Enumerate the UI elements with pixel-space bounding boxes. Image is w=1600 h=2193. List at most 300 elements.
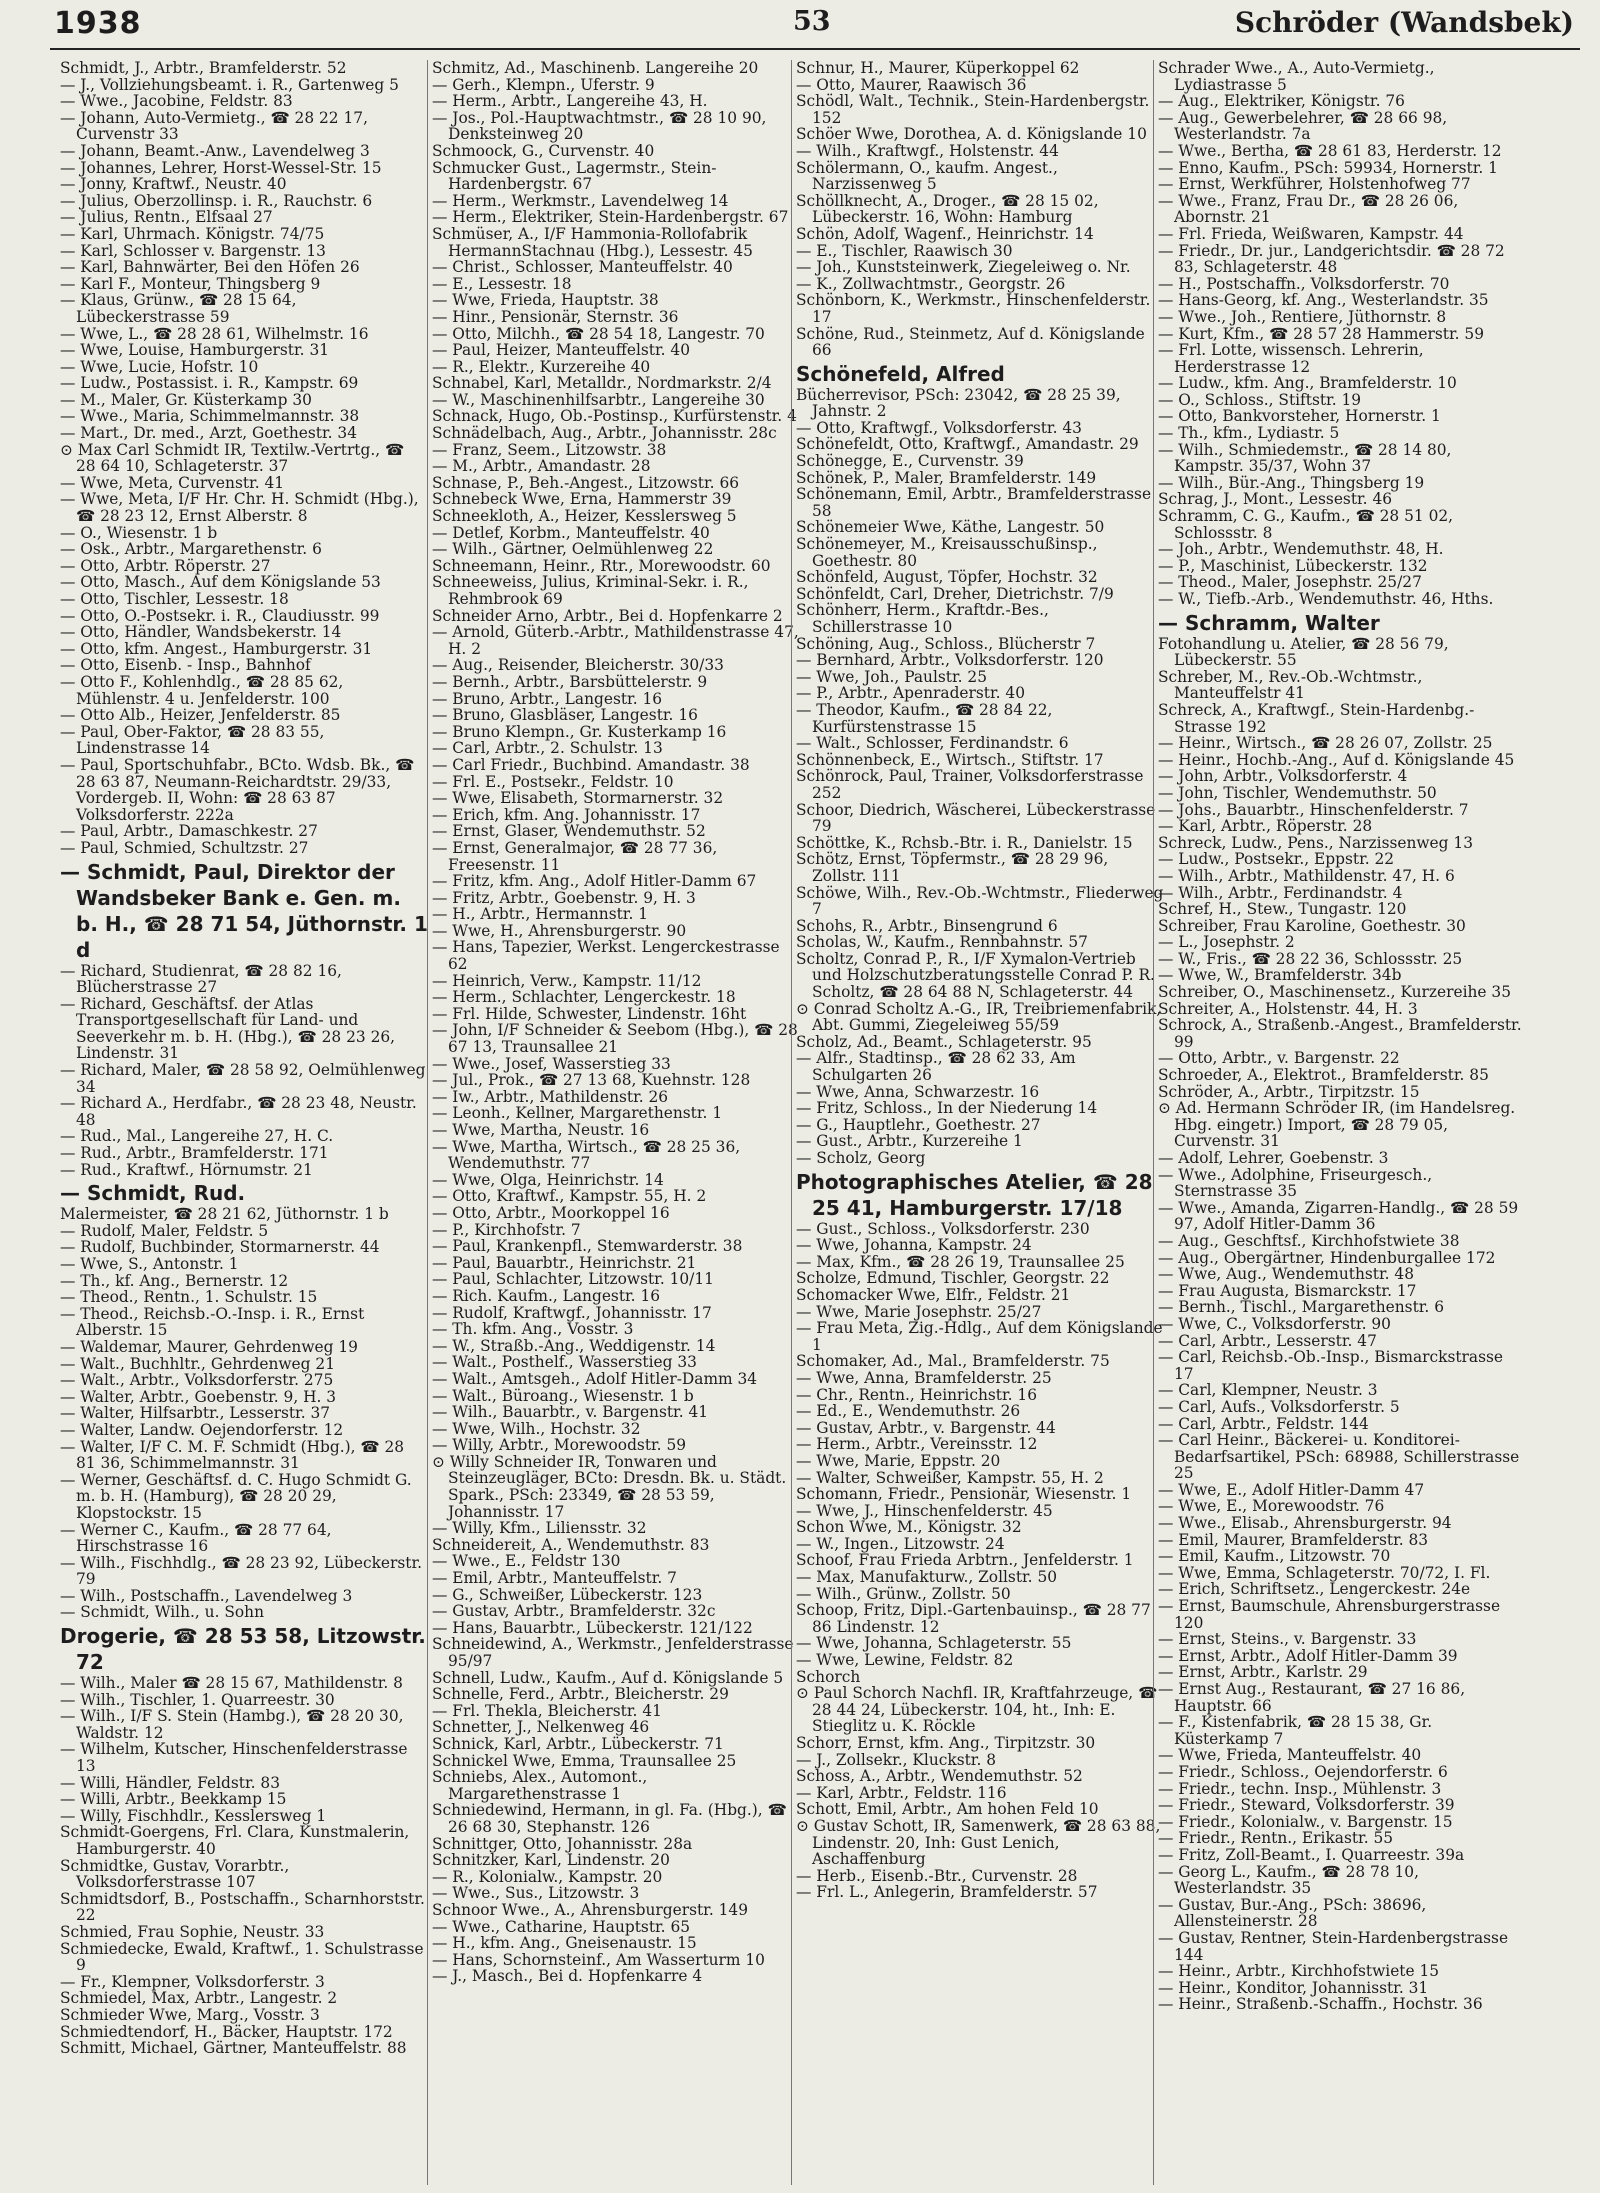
directory-entry: — Walt., Posthelf., Wasserstieg 33 [432, 1353, 697, 1372]
directory-entry: — Frl. Lotte, wissensch. Lehrerin, Herderstrasse 12 [1158, 341, 1424, 376]
directory-entry: — Carl, Aufs., Volksdorferstr. 5 [1158, 1397, 1400, 1416]
directory-entry: — Aug., Geschftsf., Kirchhofstwiete 38 [1158, 1231, 1460, 1250]
directory-entry: Fotohandlung u. Atelier, ☎ 28 56 79, Lübeckerstr. 55 [1158, 634, 1449, 670]
directory-entry: — Julius, Oberzollinsp. i. R., Rauchstr. 6 [60, 191, 373, 210]
header-section: Schröder (Wandsbek) [1234, 6, 1574, 39]
directory-entry: — Richard, Maler, ☎ 28 58 92, Oelmühlenweg 34 [60, 1061, 426, 1096]
directory-entry: — Paul, Schlachter, Litzowstr. 10/11 [432, 1270, 714, 1289]
directory-entry: — Ed., E., Wendemuthstr. 26 [796, 1402, 1021, 1421]
directory-entry: — Christ., Schlosser, Manteuffelstr. 40 [432, 258, 733, 277]
directory-entry: — Jos., Pol.-Hauptwachtmstr., ☎ 28 10 90, Denksteinweg 20 [432, 108, 767, 144]
directory-entry: Schönfeldt, Carl, Dreher, Dietrichstr. 7/9 [796, 584, 1114, 603]
directory-entry: — Johann, Beamt.-Anw., Lavendelweg 3 [60, 141, 370, 160]
directory-entry: — Frl. Hilde, Schwester, Lindenstr. 16ht [432, 1004, 747, 1023]
directory-entry: — Schramm, Walter [1158, 610, 1380, 635]
directory-entry: Schref, H., Stew., Tungastr. 120 [1158, 900, 1407, 919]
directory-entry: Schneider Arno, Arbtr., Bei d. Hopfenkarre 2 [432, 606, 783, 625]
directory-entry: — Otto, Kraftwf., Kampstr. 55, H. 2 [432, 1187, 707, 1206]
directory-entry: — Otto F., Kohlenhdlg., ☎ 28 85 62, Mühlenstr. 4 u. Jenfelderstr. 100 [60, 672, 344, 708]
directory-entry: Schnase, P., Beh.-Angest., Litzowstr. 66 [432, 473, 740, 492]
directory-entry: Schneidewind, A., Werkmstr., Jenfelderstrasse 95/97 [432, 1635, 794, 1670]
directory-entry: Schneemann, Heinr., Rtr., Morewoodstr. 60 [432, 556, 771, 575]
directory-entry: — M., Arbtr., Amandastr. 28 [432, 457, 651, 476]
directory-entry: — Leonh., Kellner, Margarethenstr. 1 [432, 1104, 723, 1123]
directory-entry: — Carl Heinr., Bäckerei- u. Konditorei-Bedarfsartikel, PSch: 68988, Schillerstrasse 25 [1158, 1431, 1520, 1483]
column-2 [432, 60, 802, 2185]
directory-entry: — Heinr., Straßenb.-Schaffn., Hochstr. 36 [1158, 1995, 1483, 2014]
directory-entry: — John, I/F Schneider & Seebom (Hbg.), ☎ 28 67 13, Traunsallee 21 [432, 1021, 798, 1057]
directory-entry: — Rich. Kaufm., Langestr. 16 [432, 1286, 661, 1305]
directory-entry: — Walter, Arbtr., Goebenstr. 9, H. 3 [60, 1387, 337, 1406]
directory-entry: — Gustav, Arbtr., v. Bargenstr. 44 [796, 1418, 1056, 1437]
directory-entry: — Wwe., Joh., Rentiere, Jüthornstr. 8 [1158, 307, 1447, 326]
directory-entry: — Rudolf, Buchbinder, Stormarnerstr. 44 [60, 1238, 380, 1257]
directory-entry: — Mart., Dr. med., Arzt, Goethestr. 34 [60, 424, 357, 443]
directory-entry: — Wwe, Frieda, Manteuffelstr. 40 [1158, 1746, 1422, 1765]
directory-entry: Schnoor Wwe., A., Ahrensburgerstr. 149 [432, 1900, 748, 1919]
directory-entry: — Erich, Schriftsetz., Lengerckestr. 24e [1158, 1580, 1471, 1599]
directory-entry: — Hans, Tapezier, Werkst. Lengerckestrasse 62 [432, 938, 780, 974]
directory-entry: Schnelle, Ferd., Arbtr., Bleicherstr. 29 [432, 1685, 729, 1704]
directory-entry: — H., Arbtr., Hermannstr. 1 [432, 905, 649, 924]
directory-entry: — Ernst, Werkführer, Holstenhofweg 77 [1158, 175, 1471, 194]
directory-entry: ⊙ Paul Schorch Nachfl. IR, Kraftfahrzeuge, ☎ 28 44 24, Lübeckerstr. 104, ht., Inh: E. Stieglitz u. K. Röckle [796, 1684, 1158, 1736]
directory-entry: — Friedr., Schloss., Oejendorferstr. 6 [1158, 1762, 1448, 1781]
directory-entry: — J., Masch., Bei d. Hopfenkarre 4 [432, 1967, 703, 1986]
directory-entry: Schönefeldt, Otto, Kraftwgf., Amandastr. 29 [796, 435, 1139, 454]
directory-entry: Scholtz, Conrad P., R., I/F Xymalon-Vertrieb und Holzschutzberatungsstelle Conrad P. R. Scholtz, ☎ 28 64 88 N, Schlageterstr. 44 [796, 949, 1155, 1002]
directory-entry: — Wwe., Franz, Frau Dr., ☎ 28 26 06, Abornstr. 21 [1158, 191, 1459, 227]
directory-entry: — Wwe, Lewine, Feldstr. 82 [796, 1651, 1014, 1670]
directory-entry: — Paul, Krankenpfl., Stemwarderstr. 38 [432, 1237, 743, 1256]
directory-entry: — Friedr., Dr. jur., Landgerichtsdir. ☎ 28 72 83, Schlageterstr. 48 [1158, 241, 1505, 277]
directory-entry: Schölermann, O., kaufm. Angest., Narzissenweg 5 [796, 158, 1058, 194]
directory-entry: — Bruno, Arbtr., Langestr. 16 [432, 689, 663, 708]
directory-entry: — Hans, Bauarbtr., Lübeckerstr. 121/122 [432, 1618, 753, 1637]
directory-entry: — Walt., Arbtr., Volksdorferstr. 275 [60, 1371, 334, 1390]
directory-entry: Schönegge, E., Curvenstr. 39 [796, 452, 1024, 471]
directory-entry: — John, Arbtr., Volksdorferstr. 4 [1158, 767, 1408, 786]
directory-entry: Schnell, Ludw., Kaufm., Auf d. Königslande 5 [432, 1668, 784, 1687]
directory-entry: Schöer Wwe, Dorothea, A. d. Königslande 10 [796, 125, 1147, 144]
directory-entry: — Max, Manufakturw., Zollstr. 50 [796, 1568, 1058, 1587]
directory-entry: — Heinr., Hochb.-Ang., Auf d. Königslande 45 [1158, 750, 1515, 769]
directory-entry: — Alfr., Stadtinsp., ☎ 28 62 33, Am Schulgarten 26 [796, 1049, 1076, 1085]
directory-entry: — Ernst, Arbtr., Adolf Hitler-Damm 39 [1158, 1646, 1458, 1665]
directory-entry: Schöne, Rud., Steinmetz, Auf d. Königslande 66 [796, 324, 1145, 360]
directory-entry: — Wwe., Bertha, ☎ 28 61 83, Herderstr. 12 [1158, 141, 1502, 160]
directory-entry: — L., Josephstr. 2 [1158, 933, 1295, 952]
directory-entry: — Willy, Kfm., Liliensstr. 32 [432, 1519, 647, 1538]
directory-entry: Schoss, A., Arbtr., Wendemuthstr. 52 [796, 1767, 1083, 1786]
directory-entry: — Karl, Arbtr., Feldstr. 116 [796, 1783, 1007, 1802]
directory-entry: — Wwe, Emma, Schlageterstr. 70/72, I. Fl. [1158, 1563, 1491, 1582]
directory-entry: — Adolf, Lehrer, Goebenstr. 3 [1158, 1149, 1389, 1167]
directory-entry: — Wwe., Elisab., Ahrensburgerstr. 94 [1158, 1514, 1452, 1533]
directory-entry: — Heinr., Arbtr., Kirchhofstwiete 15 [1158, 1962, 1440, 1981]
directory-entry: — Wilh., Fischhdlg., ☎ 28 23 92, Lübeckerstr. 79 [60, 1553, 423, 1589]
directory-entry: Schön, Adolf, Wagenf., Heinrichstr. 14 [796, 224, 1094, 243]
directory-entry: — Gustav, Bur.-Ang., PSch: 38696, Allensteinerstr. 28 [1158, 1895, 1427, 1931]
directory-entry: ⊙ Willy Schneider IR, Tonwaren und Steinzeugläger, BCto: Dresdn. Bk. u. Städt. Spark., PSch: 23349, ☎ 28 53 59, Johannisstr. 17 [432, 1452, 787, 1521]
directory-entry: — Jul., Prok., ☎ 27 13 68, Kuehnstr. 128 [432, 1071, 751, 1090]
directory-entry: Schreiber, Frau Karoline, Goethestr. 30 [1158, 916, 1466, 935]
directory-entry: Schmiedel, Max, Arbtr., Langestr. 2 [60, 1989, 338, 2008]
directory-entry: — Wwe, L., ☎ 28 28 61, Wilhelmstr. 16 [60, 324, 369, 343]
directory-entry: — Ludw., Postsekr., Eppstr. 22 [1158, 850, 1395, 869]
directory-entry: — Friedr., Steward, Volksdorferstr. 39 [1158, 1796, 1455, 1815]
directory-entry: — Wwe., E., Feldstr 130 [432, 1552, 621, 1571]
directory-entry: — Erich, kfm. Ang. Johannisstr. 17 [432, 805, 701, 824]
directory-entry: — Wilh., Arbtr., Ferdinandstr. 4 [1158, 883, 1403, 902]
directory-entry: — Otto, Arbtr., v. Bargenstr. 22 [1158, 1049, 1400, 1068]
directory-entry: — Carl, Klempner, Neustr. 3 [1158, 1381, 1378, 1400]
directory-entry: — Friedr., techn. Insp., Mühlenstr. 3 [1158, 1779, 1442, 1798]
directory-entry: — Wwe, H., Ahrensburgerstr. 90 [432, 921, 687, 940]
directory-entry: Schönemann, Emil, Arbtr., Bramfelderstrasse 58 [796, 485, 1152, 520]
directory-entry: — Werner, Geschäftsf. d. C. Hugo Schmidt G. m. b. H. (Hamburg), ☎ 28 20 29, Klopstockstr. 15 [60, 1470, 412, 1522]
directory-entry: Schöllknecht, A., Droger., ☎ 28 15 02, Lübeckerstr. 16, Wohn: Hamburg [796, 191, 1099, 227]
directory-entry: Schönherr, Herm., Kraftdr.-Bes., Schillerstrasse 10 [796, 601, 1049, 636]
directory-entry: — Werner C., Kaufm., ☎ 28 77 64, Hirschstrasse 16 [60, 1520, 332, 1556]
directory-entry: Schmitt, Michael, Gärtner, Manteuffelstr. 88 [60, 2039, 407, 2058]
directory-entry: — Johann, Auto-Vermietg., ☎ 28 22 17, Curvenstr 33 [60, 108, 368, 144]
directory-entry: — Osk., Arbtr., Margarethenstr. 6 [60, 540, 322, 559]
directory-entry: Schnick, Karl, Arbtr., Lübeckerstr. 71 [432, 1734, 724, 1753]
directory-entry: — Wwe, E., Morewoodstr. 76 [1158, 1497, 1385, 1516]
directory-entry: — Gust., Arbtr., Kurzereihe 1 [796, 1132, 1023, 1151]
directory-entry: Schmiedtendorf, H., Bäcker, Hauptstr. 172 [60, 2022, 393, 2041]
directory-entry: — Richard A., Herdfabr., ☎ 28 23 48, Neustr. 48 [60, 1094, 417, 1129]
directory-entry: — Wwe., Sus., Litzowstr. 3 [432, 1884, 640, 1903]
directory-entry: — Frau Meta, Zig.-Hdlg., Auf dem Königslande 1 [796, 1319, 1163, 1354]
directory-entry: Schomacker Wwe, Elfr., Feldstr. 21 [796, 1285, 1071, 1304]
directory-entry: — Paul, Schmied, Schultzstr. 27 [60, 838, 309, 857]
directory-entry: Schmieder Wwe, Marg., Vosstr. 3 [60, 2005, 320, 2024]
directory-entry: — Wilh., Kraftwgf., Holstenstr. 44 [796, 141, 1059, 160]
directory-entry: — Wilh., I/F S. Stein (Hambg.), ☎ 28 20 30, Waldstr. 12 [60, 1707, 404, 1742]
directory-entry: Schreck, Ludw., Pens., Narzissenweg 13 [1158, 833, 1473, 852]
directory-entry: — Joh., Kunststeinwerk, Ziegeleiweg o. Nr. [796, 258, 1131, 277]
directory-entry: Schniebs, Alex., Automont., Margarethenstrasse 1 [432, 1768, 648, 1803]
directory-entry: Schönfeld, August, Töpfer, Hochstr. 32 [796, 568, 1098, 587]
directory-entry: Schmidt, J., Arbtr., Bramfelderstr. 52 [60, 60, 347, 77]
directory-entry: — Ernst, Baumschule, Ahrensburgerstrasse 120 [1158, 1597, 1501, 1632]
directory-entry: — Wilh., Gärtner, Oelmühlenweg 22 [432, 540, 714, 559]
directory-entry: — Kurt, Kfm., ☎ 28 57 28 Hammerstr. 59 [1158, 324, 1485, 343]
directory-entry: — Wilh., Postschaffn., Lavendelweg 3 [60, 1586, 353, 1605]
directory-entry: Schmoock, G., Curvenstr. 40 [432, 141, 655, 160]
directory-entry: — Theod., Rentn., 1. Schulstr. 15 [60, 1288, 318, 1307]
directory-entry: — Herm., Werkmstr., Lavendelweg 14 [432, 191, 729, 210]
directory-entry: — Richard, Geschäftsf. der Atlas Transportgesellschaft für Land- und Seeverkehr m. b. H. (Hbg.), ☎ 28 23 26, Lindenstr. 31 [60, 994, 396, 1063]
directory-entry: — Aug., Obergärtner, Hindenburgallee 172 [1158, 1248, 1496, 1267]
directory-entry: — Wilh., Maler ☎ 28 15 67, Mathildenstr. 8 [60, 1674, 403, 1693]
directory-entry: — W., Fris., ☎ 28 22 36, Schlossstr. 25 [1158, 949, 1463, 968]
directory-entry: — Carl, Arbtr., 2. Schulstr. 13 [432, 739, 663, 758]
directory-entry: — P., Arbtr., Apenraderstr. 40 [796, 684, 1025, 703]
directory-entry: — O., Wiesenstr. 1 b [60, 523, 218, 542]
directory-entry: — Theod., Maler, Josephstr. 25/27 [1158, 573, 1422, 592]
directory-entry: — Wilh., Bür.-Ang., Thingsberg 19 [1158, 473, 1425, 492]
directory-entry: — Gustav, Rentner, Stein-Hardenbergstrasse 144 [1158, 1928, 1509, 1964]
directory-entry: — O., Schloss., Stiftstr. 19 [1158, 390, 1362, 409]
directory-entry: — Emil, Maurer, Bramfelderstr. 83 [1158, 1530, 1429, 1549]
directory-entry: Bücherrevisor, PSch: 23042, ☎ 28 25 39, Jahnstr. 2 [796, 385, 1121, 421]
directory-entry: — Wwe, C., Volksdorferstr. 90 [1158, 1314, 1391, 1333]
directory-entry: — Chr., Rentn., Heinrichstr. 16 [796, 1385, 1037, 1404]
directory-entry: ⊙ Ad. Hermann Schröder IR, (im Handelsreg. Hbg. eingetr.) Import, ☎ 28 79 05, Curvenstr. 31 [1158, 1099, 1516, 1151]
directory-entry: — Ludw., Postassist. i. R., Kampstr. 69 [60, 374, 359, 393]
directory-entry: — Wwe, Meta, Curvenstr. 41 [60, 473, 285, 492]
directory-entry: Schnickel Wwe, Emma, Traunsallee 25 [432, 1751, 737, 1770]
directory-entry: — Wwe, J., Hinschenfelderstr. 45 [796, 1501, 1053, 1520]
directory-entry: — Frl. Thekla, Bleicherstr. 41 [432, 1701, 662, 1720]
directory-entry: — Carl, Reichsb.-Ob.-Insp., Bismarckstrasse 17 [1158, 1348, 1503, 1383]
directory-entry: — Schmidt, Paul, Direktor der Wandsbeker Bank e. Gen. m. b. H., ☎ 28 71 54, Jüthornstr. 1 d [60, 859, 428, 962]
directory-entry: — Paul, Sportschuhfabr., BCto. Wdsb. Bk., ☎ 28 63 87, Neumann-Reichardtstr. 29/33, Vordergeb. II, Wohn: ☎ 28 63 87 Volksdorferstr. 222a [60, 755, 415, 824]
directory-entry: Schohs, R., Arbtr., Binsengrund 6 [796, 916, 1058, 935]
directory-entry: Scholas, W., Kaufm., Rennbahnstr. 57 [796, 933, 1088, 952]
directory-entry: — Wwe, W., Bramfelderstr. 34b [1158, 966, 1402, 985]
directory-entry: — Walt., Schlosser, Ferdinandstr. 6 [796, 734, 1069, 753]
directory-entry: — Wwe, Joh., Paulstr. 25 [796, 667, 987, 686]
directory-entry: Schönnenbeck, E., Wirtsch., Stiftstr. 17 [796, 750, 1104, 769]
directory-entry: — W., Maschinenhilfsarbtr., Langereihe 30 [432, 390, 765, 409]
directory-entry: — Heinrich, Verw., Kampstr. 11/12 [432, 971, 702, 990]
directory-entry: — Wwe, Olga, Heinrichstr. 14 [432, 1170, 664, 1189]
directory-entry: Schoop, Fritz, Dipl.-Gartenbauinsp., ☎ 28 77 86 Lindenstr. 12 [796, 1601, 1151, 1636]
directory-entry: — Hinr., Pensionär, Sternstr. 36 [432, 307, 679, 326]
directory-entry: — H., kfm. Ang., Gneisenaustr. 15 [432, 1934, 697, 1953]
directory-entry: — Bruno Klempn., Gr. Kusterkamp 16 [432, 722, 727, 741]
directory-entry: — Otto, Arbtr., Moorkoppel 16 [432, 1203, 670, 1222]
directory-entry: — Max, Kfm., ☎ 28 26 19, Traunsallee 25 [796, 1252, 1125, 1271]
directory-entry: Schorr, Ernst, kfm. Ang., Tirpitzstr. 30 [796, 1734, 1096, 1752]
directory-entry: — Ernst, Arbtr., Karlstr. 29 [1158, 1663, 1368, 1682]
directory-entry: Schönborn, K., Werkmstr., Hinschenfelderstr. 17 [796, 291, 1151, 326]
directory-entry: — Th., kf. Ang., Bernerstr. 12 [60, 1271, 289, 1290]
directory-entry: — Ludw., kfm. Ang., Bramfelderstr. 10 [1158, 374, 1457, 393]
directory-entry: — Otto, Händler, Wandsbekerstr. 14 [60, 623, 342, 642]
directory-entry: — Fritz, kfm. Ang., Adolf Hitler-Damm 67 [432, 872, 757, 891]
directory-entry: Schneeweiss, Julius, Kriminal-Sekr. i. R., Rehmbrook 69 [432, 573, 749, 608]
directory-entry: — Otto, Masch., Auf dem Königslande 53 [60, 573, 381, 592]
directory-entry: Schnädelbach, Aug., Arbtr., Johannisstr. 28c [432, 424, 777, 443]
directory-entry: — Hans, Schornsteinf., Am Wasserturm 10 [432, 1950, 765, 1969]
directory-entry: — Herm., Arbtr., Vereinsstr. 12 [796, 1435, 1038, 1454]
directory-entry: — G., Hauptlehr., Goethestr. 27 [796, 1115, 1041, 1134]
directory-entry: — Ernst Aug., Restaurant, ☎ 27 16 86, Hauptstr. 66 [1158, 1680, 1466, 1715]
directory-entry: — Paul, Heizer, Manteuffelstr. 40 [432, 341, 690, 360]
directory-entry: — R., Kolonialw., Kampstr. 20 [432, 1867, 663, 1886]
directory-entry: — Wwe., Adolphine, Friseurgesch., Sternstrasse 35 [1158, 1165, 1433, 1201]
directory-entry: — Bruno, Glasbläser, Langestr. 16 [432, 706, 698, 725]
directory-entry: Schönemeier Wwe, Käthe, Langestr. 50 [796, 518, 1105, 537]
directory-entry: — Paul, Arbtr., Damaschkestr. 27 [60, 822, 318, 841]
directory-entry: — Franz, Seem., Litzowstr. 38 [432, 440, 667, 459]
directory-entry: — Theod., Reichsb.-O.-Insp. i. R., Ernst Alberstr. 15 [60, 1304, 365, 1340]
directory-entry: — Emil, Arbtr., Manteuffelstr. 7 [432, 1569, 677, 1588]
directory-entry: ⊙ Gustav Schott, IR, Samenwerk, ☎ 28 63 88, Lindenstr. 20, Inh: Gust Lenich, Aschaffenburg [796, 1816, 1161, 1869]
directory-entry: — Wwe, Johanna, Kampstr. 24 [796, 1236, 1032, 1255]
directory-entry: — Karl F., Monteur, Thingsberg 9 [60, 274, 321, 293]
directory-entry: — Otto, Maurer, Raawisch 36 [796, 75, 1027, 94]
directory-entry: — Karl, Uhrmach. Königstr. 74/75 [60, 224, 325, 243]
directory-entry: Schnebeck Wwe, Erna, Hammerstr 39 [432, 490, 732, 509]
directory-entry: — Walt., Büroang., Wiesenstr. 1 b [432, 1386, 694, 1405]
directory-entry: — Aug., Elektriker, Königstr. 76 [1158, 92, 1405, 111]
directory-entry: Schrag, J., Mont., Lessestr. 46 [1158, 490, 1393, 509]
directory-entry: — Arnold, Güterb.-Arbtr., Mathildenstrasse 47, H. 2 [432, 623, 799, 658]
directory-entry: — W., Ingen., Litzowstr. 24 [796, 1534, 1005, 1553]
column-3 [796, 60, 1166, 2185]
directory-entry: — Otto, Arbtr. Röperstr. 27 [60, 556, 271, 575]
directory-entry: — Johs., Bauarbtr., Hinschenfelderstr. 7 [1158, 800, 1469, 819]
directory-entry: Schöning, Aug., Schloss., Blücherstr 7 [796, 634, 1096, 653]
directory-entry: — Wilh., Schmiedemstr., ☎ 28 14 80, Kampstr. 35/37, Wohn 37 [1158, 440, 1452, 476]
directory-entry: — Aug., Gewerbelehrer, ☎ 28 66 98, Westerlandstr. 7a [1158, 108, 1448, 144]
directory-entry: — Wwe, Frieda, Hauptstr. 38 [432, 291, 659, 310]
directory-entry: — Frau Augusta, Bismarckstr. 17 [1158, 1281, 1417, 1300]
directory-entry: — Wwe, Wilh., Hochstr. 32 [432, 1419, 641, 1438]
directory-entry: — Wilh., Arbtr., Mathildenstr. 47, H. 6 [1158, 866, 1455, 885]
directory-entry: — Otto, Bankvorsteher, Hornerstr. 1 [1158, 407, 1441, 426]
directory-entry: — Frl. L., Anlegerin, Bramfelderstr. 57 [796, 1883, 1098, 1902]
directory-entry: — Th. kfm. Ang., Vosstr. 3 [432, 1320, 634, 1339]
column-divider [1153, 60, 1154, 2185]
directory-entry: — Otto, O.-Postsekr. i. R., Claudiusstr. 99 [60, 606, 380, 625]
directory-entry: Schroeder, A., Elektrot., Bramfelderstr. 85 [1158, 1066, 1489, 1085]
directory-entry: — F., Kistenfabrik, ☎ 28 15 38, Gr. Küsterkamp 7 [1158, 1713, 1433, 1748]
directory-entry: Schöttke, K., Rchsb.-Btr. i. R., Danielstr. 15 [796, 833, 1133, 852]
directory-entry: Schönemeyer, M., Kreisausschußinsp., Goethestr. 80 [796, 535, 1098, 570]
directory-entry: — Wwe, Marie Josephstr. 25/27 [796, 1302, 1042, 1321]
directory-entry: — Wilhelm, Kutscher, Hinschenfelderstrasse 13 [60, 1740, 408, 1776]
directory-entry: — Aug., Reisender, Bleicherstr. 30/33 [432, 656, 724, 675]
directory-entry: — R., Elektr., Kurzereihe 40 [432, 357, 651, 376]
directory-entry: Malermeister, ☎ 28 21 62, Jüthornstr. 1 b [60, 1205, 389, 1224]
directory-entry: — Wwe, Martha, Wirtsch., ☎ 28 25 36, Wendemuthstr. 77 [432, 1137, 741, 1173]
column-divider [791, 60, 792, 2185]
directory-entry: — Wwe, Aug., Wendemuthstr. 48 [1158, 1265, 1414, 1284]
directory-entry: Schomaker, Ad., Mal., Bramfelderstr. 75 [796, 1352, 1110, 1371]
directory-entry: — W., Tiefb.-Arb., Wendemuthstr. 46, Hths. [1158, 590, 1494, 608]
directory-entry: Schrock, A., Straßenb.-Angest., Bramfelderstr. 99 [1158, 1016, 1522, 1051]
directory-entry: — Wwe, Marie, Eppstr. 20 [796, 1451, 1001, 1470]
directory-entry: — Karl, Schlosser v. Bargenstr. 13 [60, 241, 326, 260]
directory-entry: — Wwe, Elisabeth, Stormarnerstr. 32 [432, 789, 724, 808]
directory-entry: Schnitzker, Karl, Lindenstr. 20 [432, 1851, 670, 1870]
directory-entry: — Wwe., Amanda, Zigarren-Handlg., ☎ 28 59 97, Adolf Hitler-Damm 36 [1158, 1198, 1519, 1234]
directory-entry: — Karl, Arbtr., Röperstr. 28 [1158, 817, 1373, 836]
directory-entry: — Walt., Buchhltr., Gehrdenweg 21 [60, 1354, 335, 1373]
directory-entry: — Herm., Schlachter, Lengerckestr. 18 [432, 988, 736, 1007]
directory-entry: — Otto Alb., Heizer, Jenfelderstr. 85 [60, 706, 341, 725]
directory-entry: Photographisches Atelier, ☎ 28 25 41, Hamburgerstr. 17/18 [796, 1169, 1153, 1220]
directory-entry: Schramm, C. G., Kaufm., ☎ 28 51 02, Schlossstr. 8 [1158, 507, 1454, 542]
directory-entry: Schönefeld, Alfred [796, 361, 1005, 386]
directory-entry: — Jonny, Kraftwf., Neustr. 40 [60, 175, 287, 194]
directory-entry: — Wwe, Lucie, Hofstr. 10 [60, 357, 259, 376]
directory-entry: Scholze, Edmund, Tischler, Georgstr. 22 [796, 1269, 1110, 1288]
directory-entry: — Bernh., Tischl., Margarethenstr. 6 [1158, 1298, 1445, 1317]
directory-entry: Schmidt-Goergens, Frl. Clara, Kunstmalerin, Hamburgerstr. 40 [60, 1823, 410, 1858]
directory-entry: Schmiedecke, Ewald, Kraftwf., 1. Schulstrasse 9 [60, 1939, 424, 1975]
column-1 [60, 60, 430, 2185]
directory-entry: — Carl, Arbtr., Lesserstr. 47 [1158, 1331, 1377, 1350]
directory-entry: — K., Zollwachtmstr., Georgstr. 26 [796, 274, 1066, 293]
column-4 [1158, 60, 1528, 2185]
directory-entry: — Wwe, Louise, Hamburgerstr. 31 [60, 341, 330, 360]
directory-entry: — Iw., Arbtr., Mathildenstr. 26 [432, 1087, 669, 1106]
page-header [50, 4, 1580, 50]
directory-entry: — Frl. Frieda, Weißwaren, Kampstr. 44 [1158, 224, 1464, 243]
directory-entry: — Wilh., Grünw., Zollstr. 50 [796, 1584, 1011, 1603]
directory-entry: — Wwe., Catharine, Hauptstr. 65 [432, 1917, 691, 1936]
directory-entry: — Johannes, Lehrer, Horst-Wessel-Str. 15 [60, 158, 382, 177]
directory-entry: — Carl Friedr., Buchbind. Amandastr. 38 [432, 755, 750, 774]
directory-entry: — Fr., Klempner, Volksdorferstr. 3 [60, 1972, 325, 1991]
directory-entry: Schöwe, Wilh., Rev.-Ob.-Wchtmstr., Fliederweg 7 [796, 883, 1164, 919]
directory-entry: — G., Schweißer, Lübeckerstr. 123 [432, 1585, 703, 1604]
directory-entry: — Georg L., Kaufm., ☎ 28 78 10, Westerlandstr. 35 [1158, 1862, 1419, 1898]
directory-entry: — Willy, Fischhdlr., Kesslersweg 1 [60, 1806, 327, 1825]
directory-entry: — Scholz, Georg [796, 1149, 926, 1167]
directory-entry: — Walter, Schweißer, Kampstr. 55, H. 2 [796, 1468, 1104, 1487]
directory-entry: ⊙ Max Carl Schmidt IR, Textilw.-Vertrtg., ☎ 28 64 10, Schlageterstr. 37 [60, 440, 405, 476]
directory-entry: — Walter, Hilfsarbtr., Lesserstr. 37 [60, 1404, 331, 1423]
directory-entry: — Gust., Schloss., Volksdorferstr. 230 [796, 1219, 1090, 1238]
directory-entry: — Wwe, Anna, Bramfelderstr. 25 [796, 1368, 1052, 1387]
directory-entry: — Friedr., Rentn., Erikastr. 55 [1158, 1829, 1394, 1848]
directory-entry: — M., Maler, Gr. Küsterkamp 30 [60, 390, 312, 409]
directory-entry: — Rud., Mal., Langereihe 27, H. C. [60, 1127, 334, 1146]
directory-entry: Schott, Emil, Arbtr., Am hohen Feld 10 [796, 1800, 1099, 1819]
directory-entry: — Wwe, Johanna, Schlageterstr. 55 [796, 1634, 1072, 1653]
directory-entry: — W., Straßb.-Ang., Weddigenstr. 14 [432, 1336, 716, 1355]
directory-entry: Schmidtke, Gustav, Vorarbtr., Volksdorferstrasse 107 [60, 1856, 290, 1892]
directory-entry: Schomann, Friedr., Pensionär, Wiesenstr. 1 [796, 1485, 1132, 1504]
directory-entry: — Wwe., Josef, Wasserstieg 33 [432, 1054, 671, 1073]
directory-entry: Schreiter, A., Holstenstr. 44, H. 3 [1158, 999, 1418, 1018]
directory-entry: — E., Lessestr. 18 [432, 274, 572, 293]
directory-entry: — Schmidt, Rud. [60, 1181, 246, 1206]
directory-entry: Drogerie, ☎ 28 53 58, Litzowstr. 72 [60, 1624, 426, 1675]
directory-entry: — Heinr., Konditor, Johannisstr. 31 [1158, 1978, 1429, 1997]
directory-entry: Schmucker Gust., Lagermstr., Stein-Hardenbergstr. 67 [432, 158, 717, 194]
directory-entry: — Herm., Elektriker, Stein-Hardenbergstr. 67 [432, 208, 789, 227]
directory-entry: — Fritz, Zoll-Beamt., I. Quarreestr. 39a [1158, 1845, 1465, 1864]
directory-entry: — Herm., Arbtr., Langereihe 43, H. [432, 92, 708, 111]
directory-entry: Schneidereit, A., Wendemuthstr. 83 [432, 1535, 710, 1554]
directory-entry: — Enno, Kaufm., PSch: 59934, Hornerstr. 1 [1158, 158, 1498, 177]
directory-entry: Schoof, Frau Frieda Arbtrn., Jenfelderstr. 1 [796, 1551, 1134, 1570]
directory-entry: Schoor, Diedrich, Wäscherei, Lübeckerstrasse 79 [796, 800, 1156, 836]
directory-entry: Schreiber, O., Maschinensetz., Kurzereihe 35 [1158, 983, 1511, 1002]
directory-entry: Schnittger, Otto, Johannisstr. 28a [432, 1834, 693, 1853]
directory-entry: — Bernhard, Arbtr., Volksdorferstr. 120 [796, 651, 1104, 670]
directory-entry: — Walter, Landw. Oejendorferstr. 12 [60, 1420, 344, 1439]
directory-entry: — Otto, Milchh., ☎ 28 54 18, Langestr. 70 [432, 324, 765, 343]
directory-entry: Schnack, Hugo, Ob.-Postinsp., Kurfürstenstr. 4 [432, 407, 797, 426]
directory-entry: Schreck, A., Kraftwgf., Stein-Hardenbg.-Strasse 192 [1158, 700, 1475, 736]
directory-entry: — Wwe., Maria, Schimmelmannstr. 38 [60, 407, 360, 426]
directory-entry: — Otto, Eisenb. - Insp., Bahnhof [60, 656, 311, 675]
directory-entry: — Carl, Arbtr., Feldstr. 144 [1158, 1414, 1369, 1433]
directory-entry: — Richard, Studienrat, ☎ 28 82 16, Blücherstrasse 27 [60, 961, 342, 997]
directory-entry: — Heinr., Wirtsch., ☎ 28 26 07, Zollstr. 25 [1158, 734, 1493, 753]
